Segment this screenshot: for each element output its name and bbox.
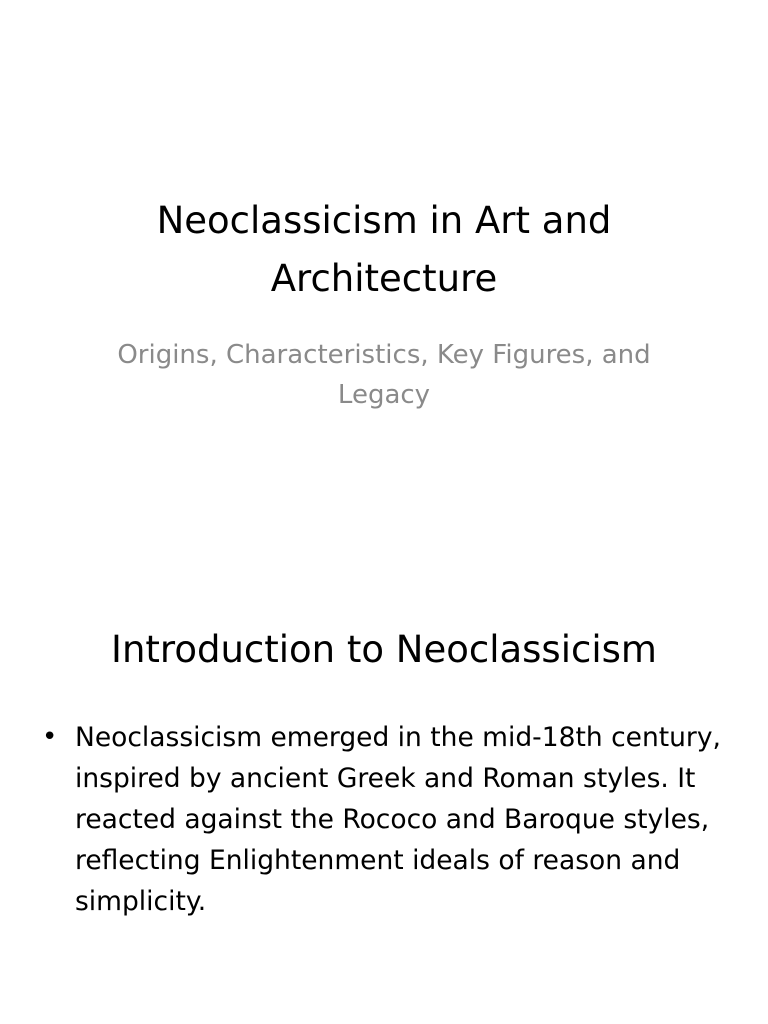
slide-title: Introduction to Neoclassicism	[111, 628, 657, 671]
presentation-subtitle: Origins, Characteristics, Key Figures, and Legacy	[117, 340, 651, 410]
presentation-title: Neoclassicism in Art and Architecture	[156, 199, 612, 300]
bullet-text: Neoclassicism emerged in the mid-18th century, inspired by ancient Greek and Roman styles. It reacted against the Rococo and Baroque styles, reflecting Enlightenment ideals of reason and simplicity.	[75, 722, 721, 917]
content-slide	[0, 512, 768, 1024]
bullet-item	[42, 717, 732, 922]
bullet-list	[42, 717, 732, 922]
bullet-icon: •	[42, 722, 58, 752]
